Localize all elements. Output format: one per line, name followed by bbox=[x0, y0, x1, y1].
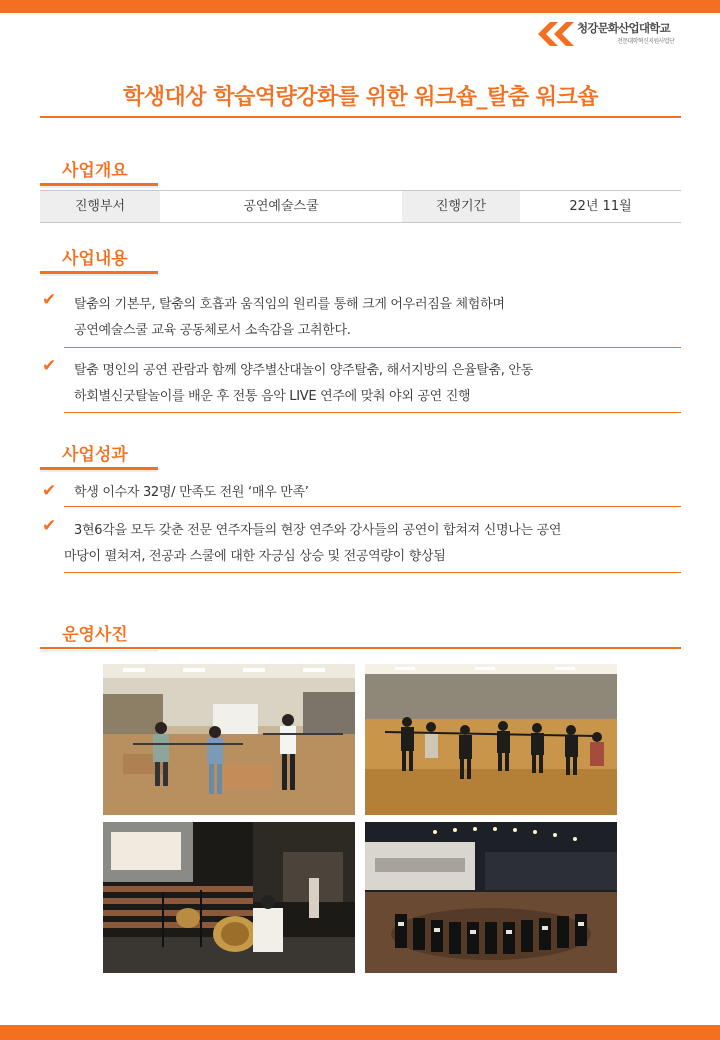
check-icon: ✔ bbox=[42, 481, 57, 501]
dept-value: 공연예술스쿨 bbox=[243, 199, 319, 214]
list-item bbox=[40, 291, 681, 351]
item-line: 마당이 펼쳐져, 전공과 스쿨에 대한 자긍심 상승 및 전공역량이 향상됨 bbox=[64, 549, 446, 564]
section-results-heading bbox=[40, 440, 681, 472]
check-icon: ✔ bbox=[42, 356, 57, 376]
item-line: 탈춤 명인의 공연 관람과 함께 양주별산대놀이 양주탈춤, 해서지방의 은율탈춤, 안동 bbox=[74, 363, 533, 378]
item-line: 공연예술스쿨 교육 공동체로서 소속감을 고취한다. bbox=[74, 323, 351, 338]
photo-indoor-practice-2 bbox=[365, 664, 617, 815]
page-title: 학생대상 학습역량강화를 위한 워크숍_탈춤 워크숍 bbox=[123, 85, 598, 110]
period-value: 22년 11월 bbox=[569, 199, 632, 214]
list-item bbox=[40, 357, 681, 417]
title-divider bbox=[40, 116, 681, 118]
section-label: 사업내용 bbox=[62, 249, 128, 269]
list-item bbox=[40, 481, 681, 511]
section-label: 사업성과 bbox=[62, 445, 128, 465]
logo-name: 청강문화산업대학교 bbox=[577, 21, 670, 35]
school-logo bbox=[536, 20, 712, 50]
section-underline-shadow bbox=[40, 470, 158, 472]
section-photos-heading bbox=[40, 620, 681, 652]
section-label: 운영사진 bbox=[62, 625, 128, 645]
overview-table bbox=[40, 190, 681, 223]
list-item bbox=[40, 517, 681, 577]
section-content-heading bbox=[40, 244, 681, 276]
section-underline-shadow bbox=[40, 650, 158, 652]
item-divider bbox=[64, 347, 681, 348]
item-divider bbox=[64, 412, 681, 413]
section-underline-shadow bbox=[40, 186, 158, 188]
check-icon: ✔ bbox=[42, 290, 57, 310]
period-label: 진행기간 bbox=[402, 191, 520, 222]
section-label: 사업개요 bbox=[62, 161, 128, 181]
logo-subtitle: 전문대학혁신지원사업단 bbox=[617, 38, 675, 45]
bottom-accent-bar bbox=[0, 1025, 720, 1040]
item-line: 3현6각을 모두 갖춘 전문 연주자들의 현장 연주와 강사들의 공연이 합쳐져 신명나는 공연 bbox=[74, 523, 562, 538]
logo-mark-icon bbox=[536, 20, 576, 48]
section-underline bbox=[40, 647, 681, 649]
section-underline-shadow bbox=[40, 274, 158, 276]
item-divider bbox=[64, 506, 681, 507]
top-accent-bar bbox=[0, 0, 720, 13]
dept-label: 진행부서 bbox=[40, 191, 160, 222]
photo-indoor-practice-1 bbox=[103, 664, 355, 815]
item-divider bbox=[64, 572, 681, 573]
item-line: 하회별신굿탈놀이를 배운 후 전통 음악 LIVE 연주에 맞춰 야외 공연 진행 bbox=[74, 389, 471, 404]
check-icon: ✔ bbox=[42, 516, 57, 536]
item-line: 학생 이수자 32명/ 만족도 전원 ‘매우 만족’ bbox=[74, 485, 309, 500]
item-line: 탈춤의 기본무, 탈춤의 호흡과 움직임의 원리를 통해 크게 어우러짐을 체험하며 bbox=[74, 297, 505, 312]
photo-night-courtyard bbox=[365, 822, 617, 973]
section-overview-heading bbox=[40, 156, 681, 188]
photo-outdoor-performance bbox=[103, 822, 355, 973]
